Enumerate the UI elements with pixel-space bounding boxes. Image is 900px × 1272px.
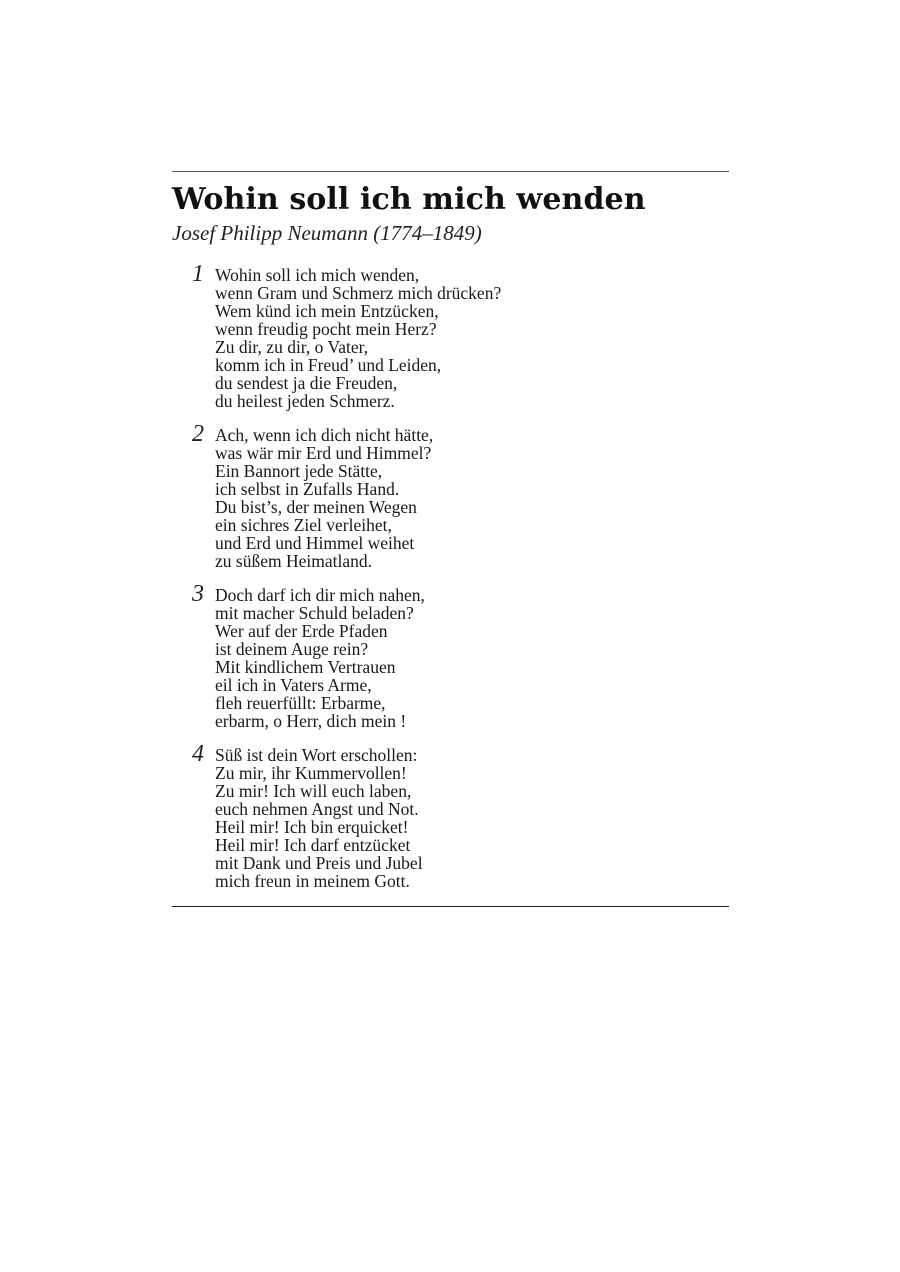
verse-line: Wem künd ich mein Entzücken, [215,301,439,321]
verse-line: ich selbst in Zufalls Hand. [215,479,400,499]
verse-line: komm ich in Freud’ und Leiden, [215,355,442,375]
top-rule [172,171,729,172]
verse-4 [172,741,729,891]
verse-line: was wär mir Erd und Himmel? [215,443,432,463]
verse-line: Süß ist dein Wort erschollen: [215,745,418,765]
verse-line: du sendest ja die Freuden, [215,373,398,393]
verse-line: Doch darf ich dir mich nahen, [215,585,425,605]
verse-line: Mit kindlichem Vertrauen [215,657,396,677]
hymn-author: Josef Philipp Neumann (1774–1849) [172,221,482,245]
verse-line: erbarm, o Herr, dich mein ! [215,711,407,731]
verse-line: wenn Gram und Schmerz mich drücken? [215,283,502,303]
verse-line: mit macher Schuld beladen? [215,603,414,623]
verse-line: Du bist’s, der meinen Wegen [215,497,417,517]
verse-2 [172,421,729,571]
hymn-title: Wohin soll ich mich wenden [172,182,646,217]
verse-list [172,261,729,891]
verse-line: Heil mir! Ich darf entzücket [215,835,411,855]
verse-line: Heil mir! Ich bin erquicket! [215,817,409,837]
verse-line: eil ich in Vaters Arme, [215,675,372,695]
verse-line: Wohin soll ich mich wenden, [215,265,420,285]
verse-line: euch nehmen Angst und Not. [215,799,419,819]
verse-number: 3 [192,581,204,607]
verse-line: und Erd und Himmel weihet [215,533,415,553]
verse-line: wenn freudig pocht mein Herz? [215,319,437,339]
verse-line: Zu mir! Ich will euch laben, [215,781,412,801]
verse-line: du heilest jeden Schmerz. [215,391,395,411]
verse-line: Zu mir, ihr Kummervollen! [215,763,407,783]
verse-line: ein sichres Ziel verleihet, [215,515,392,535]
verse-1 [172,261,729,411]
verse-line: Zu dir, zu dir, o Vater, [215,337,369,357]
bottom-rule [172,906,729,907]
verse-line: Ach, wenn ich dich nicht hätte, [215,425,434,445]
verse-line: Ein Bannort jede Stätte, [215,461,383,481]
verse-3 [172,581,729,731]
verse-line: mit Dank und Preis und Jubel [215,853,423,873]
verse-number: 4 [192,741,204,767]
verse-line: Wer auf der Erde Pfaden [215,621,388,641]
verse-line: fleh reuerfüllt: Erbarme, [215,693,386,713]
verse-line: ist deinem Auge rein? [215,639,369,659]
hymn-page [172,171,729,907]
verse-number: 2 [192,421,204,447]
verse-number: 1 [192,261,204,287]
verse-line: zu süßem Heimatland. [215,551,372,571]
verse-line: mich freun in meinem Gott. [215,871,410,891]
